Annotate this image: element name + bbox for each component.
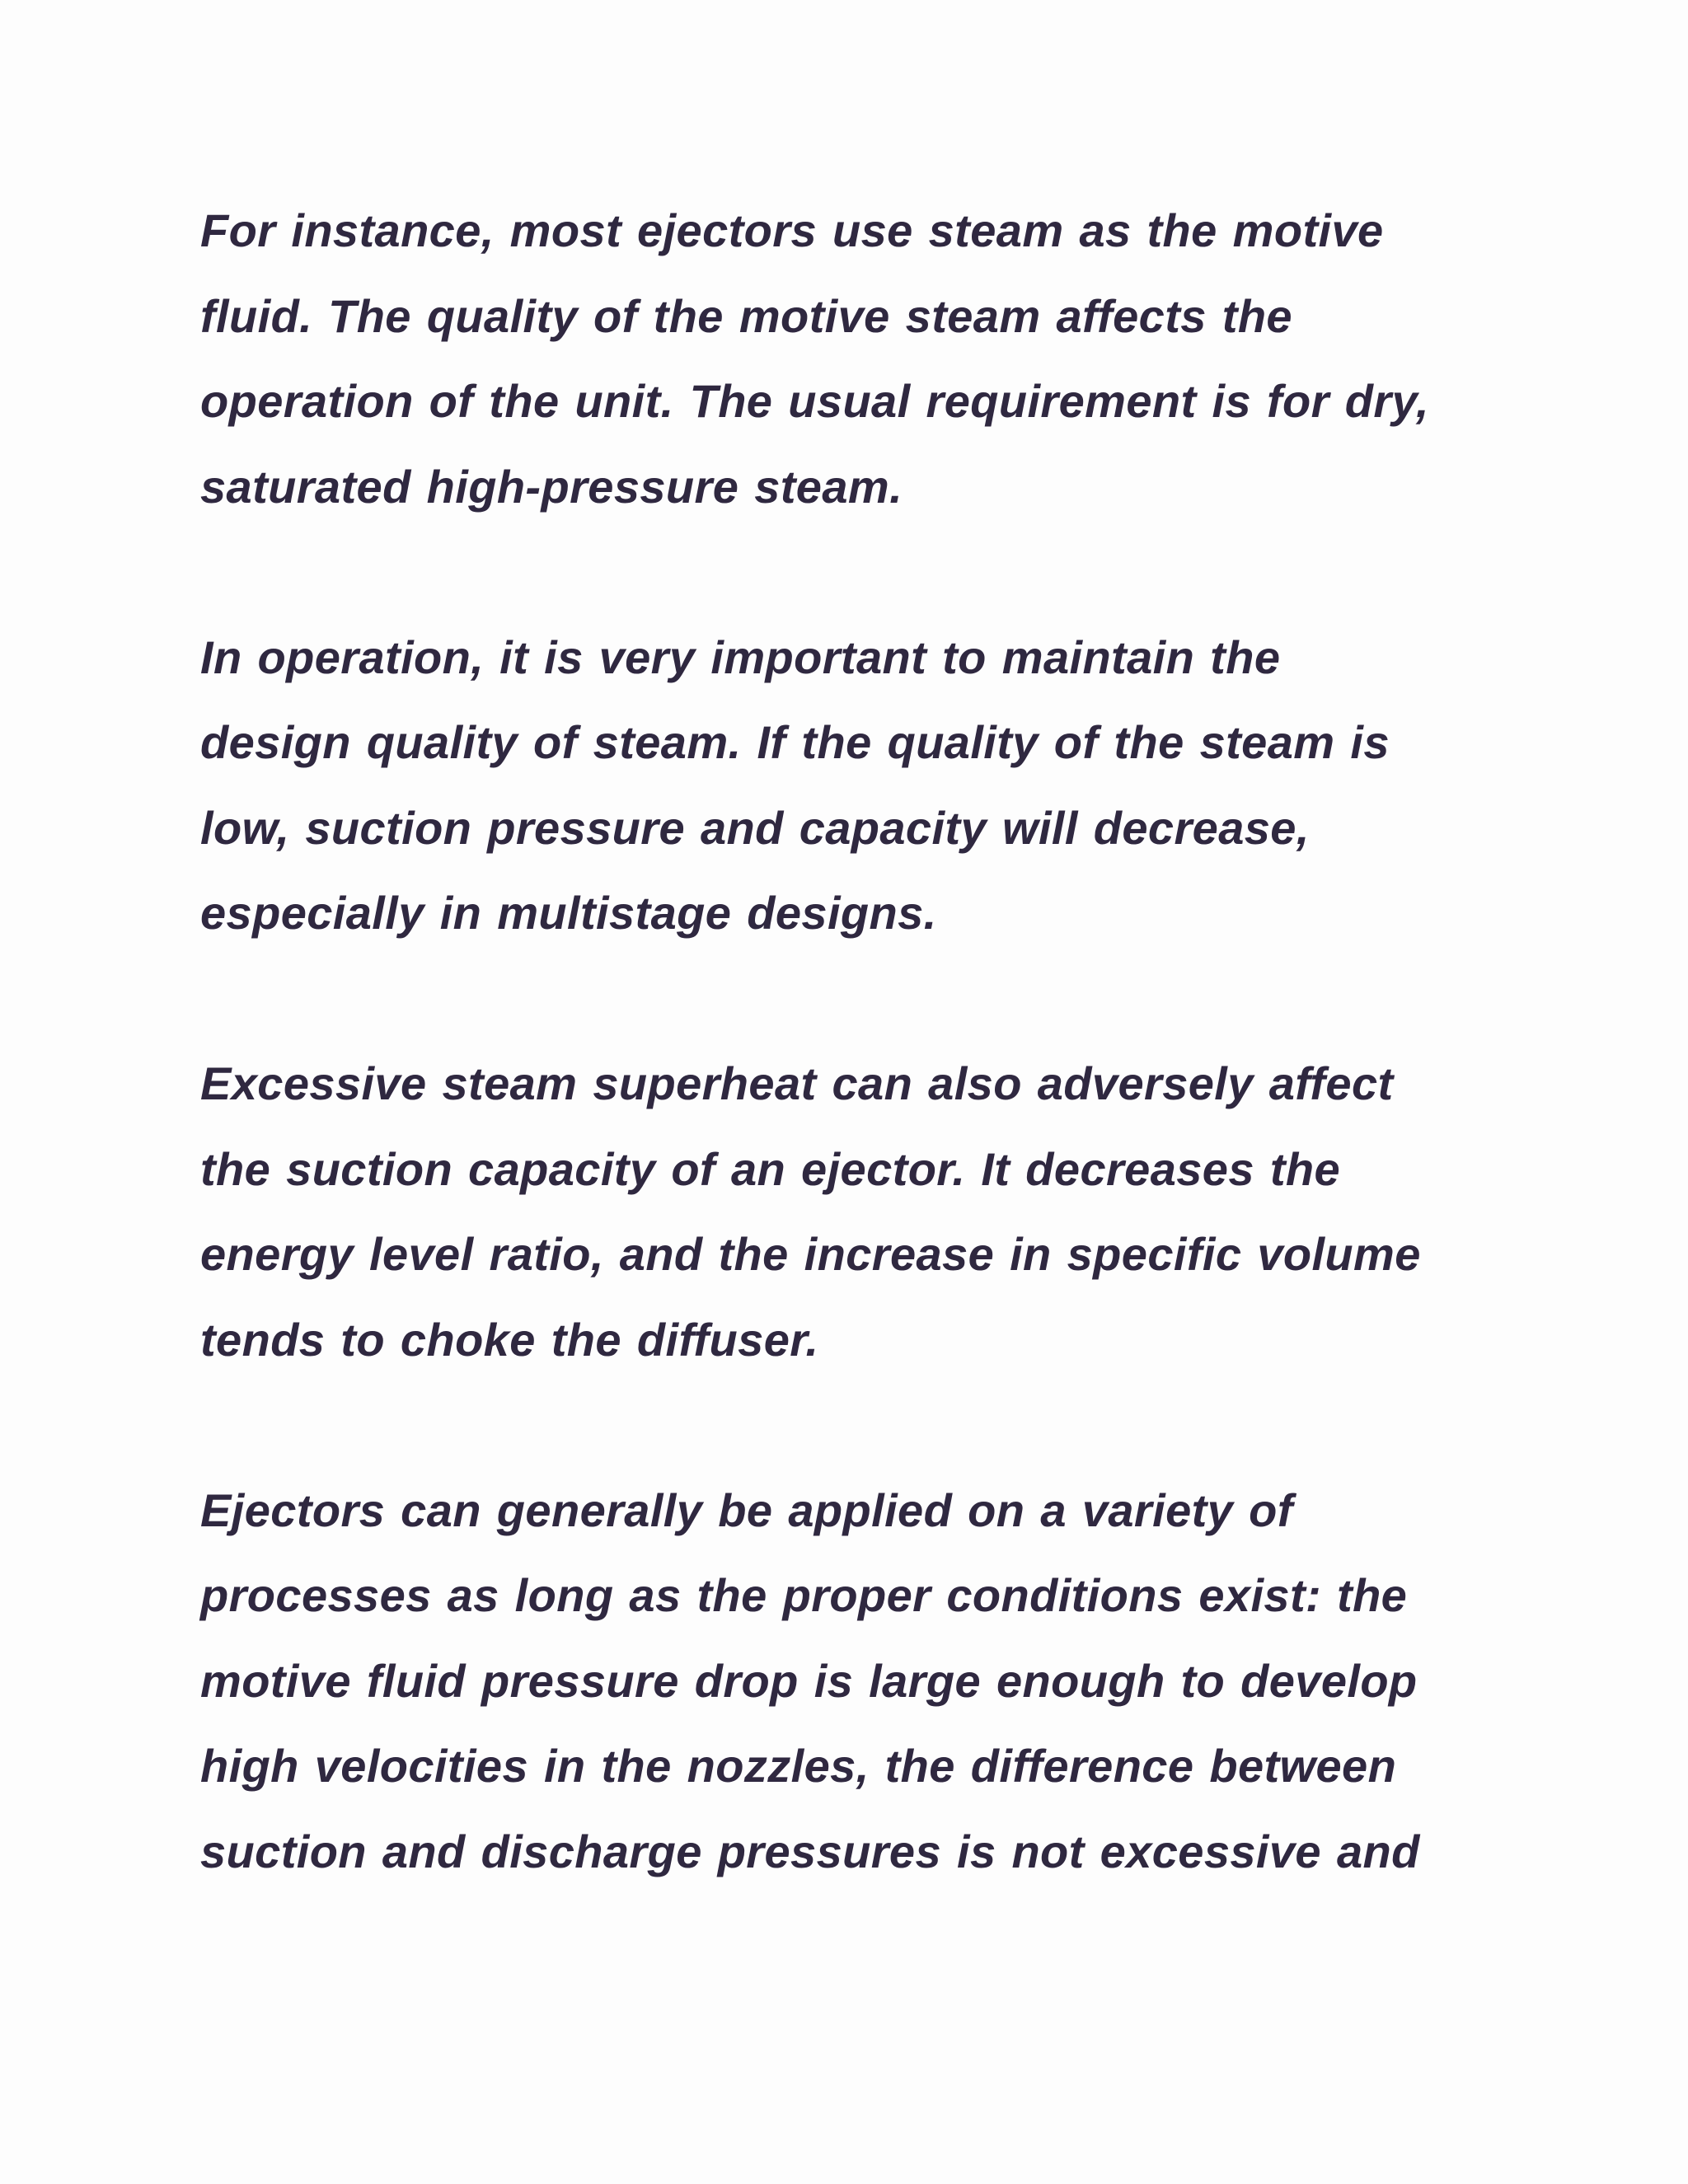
paragraph-1	[200, 188, 1536, 529]
paragraph-line: suction and discharge pressures is not excessive and	[200, 1825, 1420, 1877]
paragraph-line: fluid. The quality of the motive steam affects the	[200, 289, 1292, 342]
paragraph-line: operation of the unit. The usual requirement is for dry,	[200, 375, 1430, 427]
paragraph-line: the suction capacity of an ejector. It decreases the	[200, 1142, 1341, 1195]
paragraph-3	[200, 1041, 1536, 1382]
paragraph-line: especially in multistage designs.	[200, 887, 937, 939]
paragraph-line: motive fluid pressure drop is large enough to develop	[200, 1654, 1418, 1707]
paragraph-line: tends to choke the diffuser.	[200, 1313, 819, 1366]
paragraph-line: In operation, it is very important to maintain the	[200, 630, 1281, 683]
paragraph-line: For instance, most ejectors use steam as the motive	[200, 204, 1384, 256]
paragraph-line: Ejectors can generally be applied on a variety of	[200, 1483, 1293, 1536]
paragraph-line: saturated high-pressure steam.	[200, 460, 903, 513]
paragraph-line: energy level ratio, and the increase in specific volume	[200, 1228, 1421, 1280]
paragraph-line: design quality of steam. If the quality of the steam is	[200, 716, 1390, 768]
paragraph-line: low, suction pressure and capacity will decrease,	[200, 801, 1310, 854]
paragraph-4	[200, 1468, 1536, 1895]
paragraph-2	[200, 615, 1536, 956]
paragraph-line: high velocities in the nozzles, the difference between	[200, 1740, 1397, 1792]
paragraph-line: Excessive steam superheat can also adversely affect	[200, 1057, 1394, 1109]
body-text	[200, 188, 1536, 1894]
paragraph-line: processes as long as the proper conditions exist: the	[200, 1569, 1408, 1621]
